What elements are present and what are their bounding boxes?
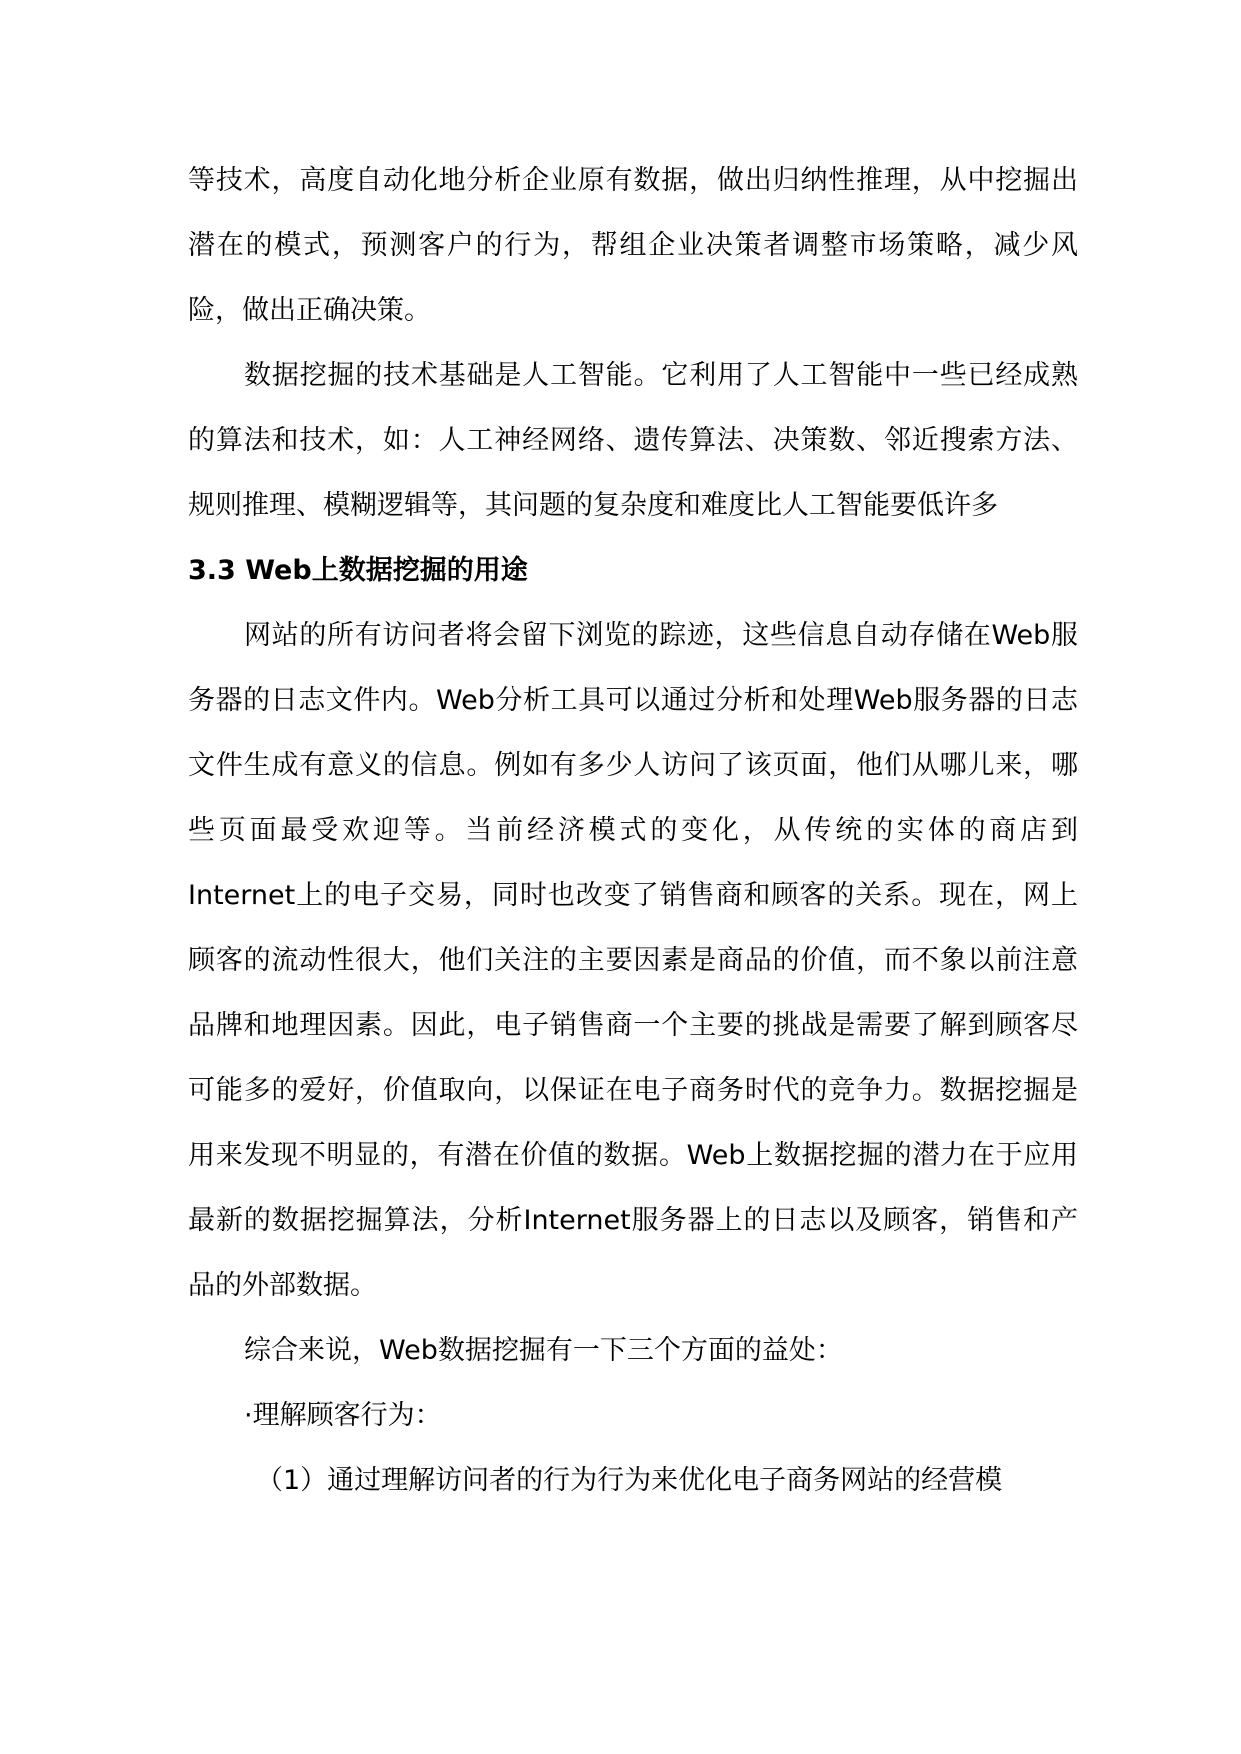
section-heading: 3.3 Web上数据挖掘的用途 [188, 555, 528, 586]
document-body [188, 148, 1078, 1513]
paragraph-web-mining-uses: 网站的所有访问者将会留下浏览的踪迹，这些信息自动存储在Web服务器的日志文件内。Web分析工具可以通过分析和处理Web服务器的日志文件生成有意义的信息。例如有多少人访问了该页面，他们从哪儿来，哪些页面最受欢迎等。当前经济模式的变化，从传统的实体的商店到Internet上的电子交易，同时也改变了销售商和顾客的关系。现在，网上顾客的流动性很大，他们关注的主要因素是商品的价值，而不象以前注意品牌和地理因素。因此，电子销售商一个主要的挑战是需要了解到顾客尽可能多的爱好，价值取向，以保证在电子商务时代的竞争力。数据挖掘是用来发现不明显的，有潜在价值的数据。Web上数据挖掘的潜力在于应用最新的数据挖掘算法，分析Internet服务器上的日志以及顾客，销售和产品的外部数据。 [188, 620, 1078, 1301]
paragraph-continuation: 等技术，高度自动化地分析企业原有数据，做出归纳性推理，从中挖掘出潜在的模式，预测客户的行为，帮组企业决策者调整市场策略，减少风险，做出正确决策。 [188, 165, 1078, 326]
paragraph-summary: 综合来说，Web数据挖掘有一下三个方面的益处： [244, 1335, 843, 1366]
bullet-understand-customers: ·理解顾客行为： [244, 1400, 442, 1431]
paragraph-ai-foundation: 数据挖掘的技术基础是人工智能。它利用了人工智能中一些已经成熟的算法和技术，如：人工神经网络、遗传算法、决策数、邻近搜索方法、规则推理、模糊逻辑等，其问题的复杂度和难度比人工智能要低许多 [188, 360, 1078, 521]
list-item-1: （1）通过理解访问者的行为行为来优化电子商务网站的经营模 [256, 1465, 1003, 1496]
